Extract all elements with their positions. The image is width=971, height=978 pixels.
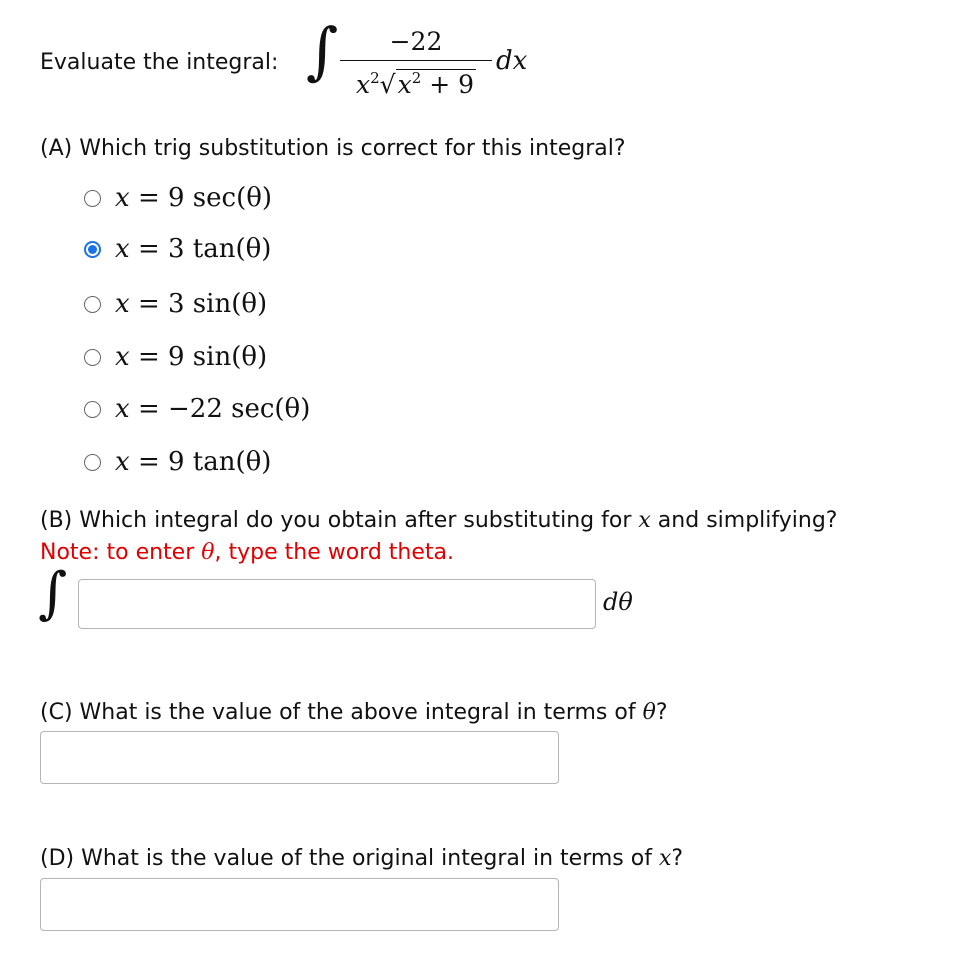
part-c-question: (C) What is the value of the above integral in terms of θ? bbox=[40, 700, 668, 725]
part-b-answer-input[interactable] bbox=[78, 579, 596, 629]
option-expression: x = 9 tan(θ) bbox=[115, 447, 272, 477]
part-a-question: (A) Which trig substitution is correct for this integral? bbox=[40, 136, 626, 161]
option-3-tan[interactable] bbox=[84, 229, 271, 269]
radio-button[interactable] bbox=[84, 454, 101, 471]
option-9-sin[interactable] bbox=[84, 337, 267, 377]
radio-button[interactable] bbox=[84, 190, 101, 207]
part-b-differential: dθ bbox=[603, 588, 633, 616]
denominator-var: x bbox=[356, 70, 371, 99]
part-d-answer-input[interactable] bbox=[40, 878, 559, 931]
radicand-exp: 2 bbox=[411, 69, 422, 87]
option-9-sec[interactable] bbox=[84, 178, 272, 218]
problem-label: Evaluate the integral: bbox=[40, 50, 279, 75]
radical-sign: √ bbox=[379, 70, 396, 99]
option-9-tan[interactable] bbox=[84, 442, 271, 482]
part-d-question: (D) What is the value of the original integral in terms of x? bbox=[40, 846, 684, 871]
integrand-fraction bbox=[340, 26, 492, 99]
radio-button[interactable] bbox=[84, 401, 101, 418]
radio-button-selected[interactable] bbox=[84, 241, 101, 258]
radicand bbox=[396, 61, 476, 102]
radicand-var: x bbox=[397, 70, 412, 99]
part-c-answer-input[interactable] bbox=[40, 731, 559, 784]
fraction-denominator bbox=[340, 61, 492, 99]
differential-dx: dx bbox=[496, 46, 528, 76]
option-expression: x = 3 sin(θ) bbox=[115, 289, 268, 319]
part-b-question: (B) Which integral do you obtain after substituting for x and simplifying? bbox=[40, 508, 838, 533]
radicand-rest: + 9 bbox=[421, 70, 474, 99]
option-expression: x = −22 sec(θ) bbox=[115, 394, 311, 424]
radio-button[interactable] bbox=[84, 296, 101, 313]
radio-button[interactable] bbox=[84, 349, 101, 366]
part-b-integral-sign: ∫ bbox=[38, 561, 68, 626]
integral-sign: ∫ bbox=[306, 14, 339, 87]
denominator-exp: 2 bbox=[370, 69, 380, 87]
option-expression: x = 3 tan(θ) bbox=[115, 234, 272, 264]
option-expression: x = 9 sin(θ) bbox=[115, 342, 268, 372]
part-b-note: Note: to enter θ, type the word theta. bbox=[40, 540, 454, 565]
option-expression: x = 9 sec(θ) bbox=[115, 183, 273, 213]
fraction-numerator: −22 bbox=[389, 27, 443, 56]
option-3-sin[interactable] bbox=[84, 284, 267, 324]
option-neg22-sec[interactable] bbox=[84, 389, 310, 429]
